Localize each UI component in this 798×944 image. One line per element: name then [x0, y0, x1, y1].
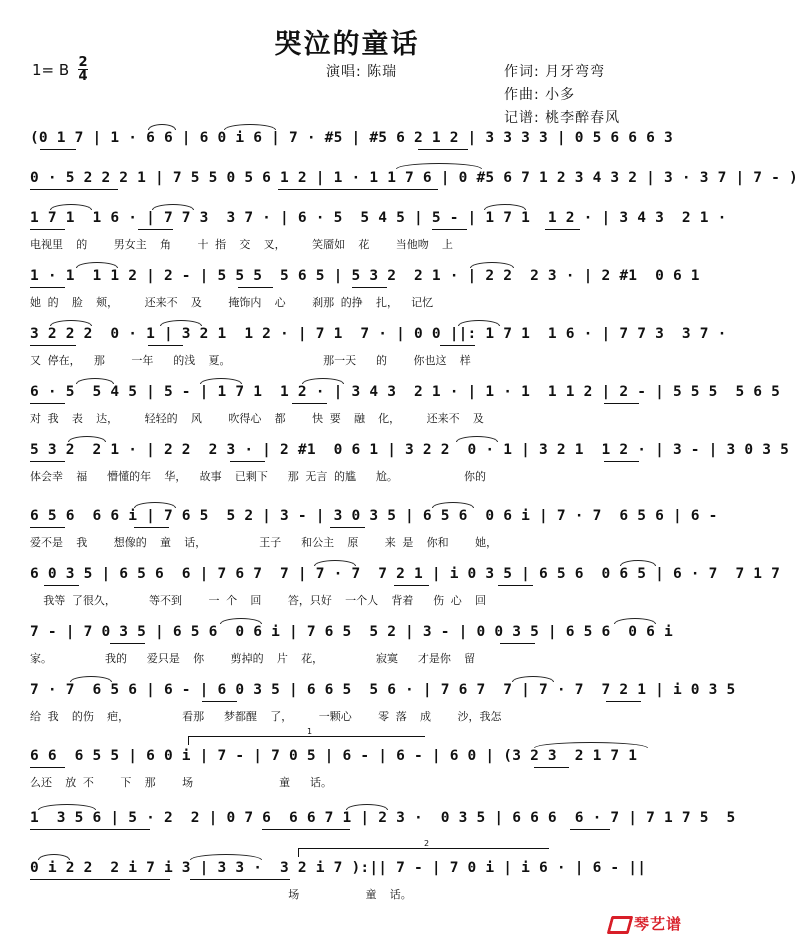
second-ending-bracket: 2	[298, 848, 549, 857]
time-signature	[78, 57, 88, 82]
notation-line: 6 5 6 6 6 i | 7 6 5 5 2 | 3 - | 3 0 3 5 | 6 5 6 0 6 i | 7 · 7 6 5 6 | 6 -	[30, 508, 718, 524]
notation-line: 7 - | 7 0 3 5 | 6 5 6 0 6 i | 7 6 5 5 2 | 3 - | 0 0 3 5 | 6 5 6 0 6 i	[30, 624, 673, 640]
notation-line: 6 · 5 5 4 5 | 5 - | 1 7 1 1 2 · | 3 4 3 2 1 · | 1 · 1 1 1 2 | 2 - | 5 5 5 5 6 5	[30, 384, 781, 400]
lyric-line: 她 的 脸 颊， 还来不 及 掩饰内 心 刹那 的挣 扎， 记忆	[30, 296, 434, 309]
composer-credit: 作曲: 小多	[504, 87, 576, 103]
lyric-line: 爱不是 我 想像的 童 话， 王子 和公主 原 来 是 你和 她，	[30, 536, 498, 549]
lyric-line: 电视里 的 男女主 角 十 指 交 叉， 笑靥如 花 当他吻 上	[30, 238, 454, 251]
lyric-line: 给 我 的伤 疤， 看那 梦都醒 了， 一颗心 零 落 成 沙，我怎	[30, 710, 502, 723]
notation-line: 5 3 2 2 1 · | 2 2 2 3 · | 2 #1 0 6 1 | 3 2 2 0 · 1 | 3 2 1 1 2 · | 3 - | 3 0 3 5	[30, 442, 790, 458]
time-numerator: 2	[78, 55, 88, 70]
lyricist-credit: 作词: 月牙弯弯	[504, 64, 606, 80]
lyric-line: 场 童 话。	[30, 888, 412, 901]
notation-line: 0 · 5 2 2 2 1 | 7 5 5 0 5 6 1 2 | 1 · 1 1 7 6 | 0 #5 6 7 1 2 3 4 3 2 | 3 · 3 7 | 7 - )	[30, 170, 798, 186]
brand-icon	[609, 916, 631, 932]
singer-credit: 演唱: 陈瑞	[326, 64, 398, 80]
lyric-line: 么还 放 不 下 那 场 童 话。	[30, 776, 333, 789]
notation-line: 6 6 6 5 5 | 6 0 i | 7 - | 7 0 5 | 6 - | 6 - | 6 0 | (3 2 3 2 1 7 1	[30, 748, 638, 764]
notation-line: 1 · 1 1 1 2 | 2 - | 5 5 5 5 6 5 | 5 3 2 2 1 · | 2 2 2 3 · | 2 #1 0 6 1	[30, 268, 700, 284]
watermark-text: 琴艺谱	[633, 915, 682, 933]
lyric-line: 又 停在， 那 一年 的浅 夏。 那一天 的 你也这 样	[30, 354, 471, 367]
first-ending-bracket: 1	[188, 736, 425, 745]
lyric-line: 家。 我的 爱只是 你 剪掉的 片 花， 寂寞 才是你 留	[30, 652, 476, 665]
notation-line: 7 · 7 6 5 6 | 6 - | 6 0 3 5 | 6 6 5 5 6 · | 7 6 7 7 | 7 · 7 7 2 1 | i 0 3 5	[30, 682, 736, 698]
lyric-line: 体会幸 福 懵懂的年 华， 故事 已剩下 那 无言 的尴 尬。 你的	[30, 470, 487, 483]
lyric-line: 对 我 表 达， 轻轻的 风 吹得心 都 快 要 融 化， 还来不 及	[30, 412, 484, 425]
notation-line: 1 3 5 6 | 5 · 2 2 | 0 7 6 6 6 7 1 | 2 3 · 0 3 5 | 6 6 6 6 · 7 | 7 1 7 5 5	[30, 810, 736, 826]
lyric-line: 我等 了很久， 等不到 一 个 回 答，只好 一个人 背着 伤 心 回	[30, 594, 487, 607]
notation-line: 6 0 3 5 | 6 5 6 6 | 7 6 7 7 | 7 · 7 7 2 1 | i 0 3 5 | 6 5 6 0 6 5 | 6 · 7 7 1 7	[30, 566, 781, 582]
key-signature: 1= B	[32, 61, 70, 79]
notation-line: 1 7 1 1 6 · | 7 7 3 3 7 · | 6 · 5 5 4 5 | 5 - | 1 7 1 1 2 · | 3 4 3 2 1 ·	[30, 210, 727, 226]
notation-line: 3 2 2 2 0 · 1 | 3 2 1 1 2 · | 7 1 7 · | 0 0 ||: 1 7 1 1 6 · | 7 7 3 3 7 ·	[30, 326, 727, 342]
watermark-logo	[609, 913, 682, 934]
notation-line: (0 1 7 | 1 · 6 6 | 6 0 i 6 | 7 · #5 | #5 6 2 1 2 | 3 3 3 3 | 0 5 6 6 6 3	[30, 130, 673, 146]
notation-line: 0 i 2 2 2 i 7 i 3 | 3 3 · 3 2 i 7 ):|| 7 - | 7 0 i | i 6 · | 6 - ||	[30, 860, 647, 876]
time-denominator: 4	[78, 69, 88, 84]
transcriber-credit: 记谱: 桃李醉春风	[504, 110, 621, 126]
song-title: 哭泣的童话	[274, 29, 420, 60]
